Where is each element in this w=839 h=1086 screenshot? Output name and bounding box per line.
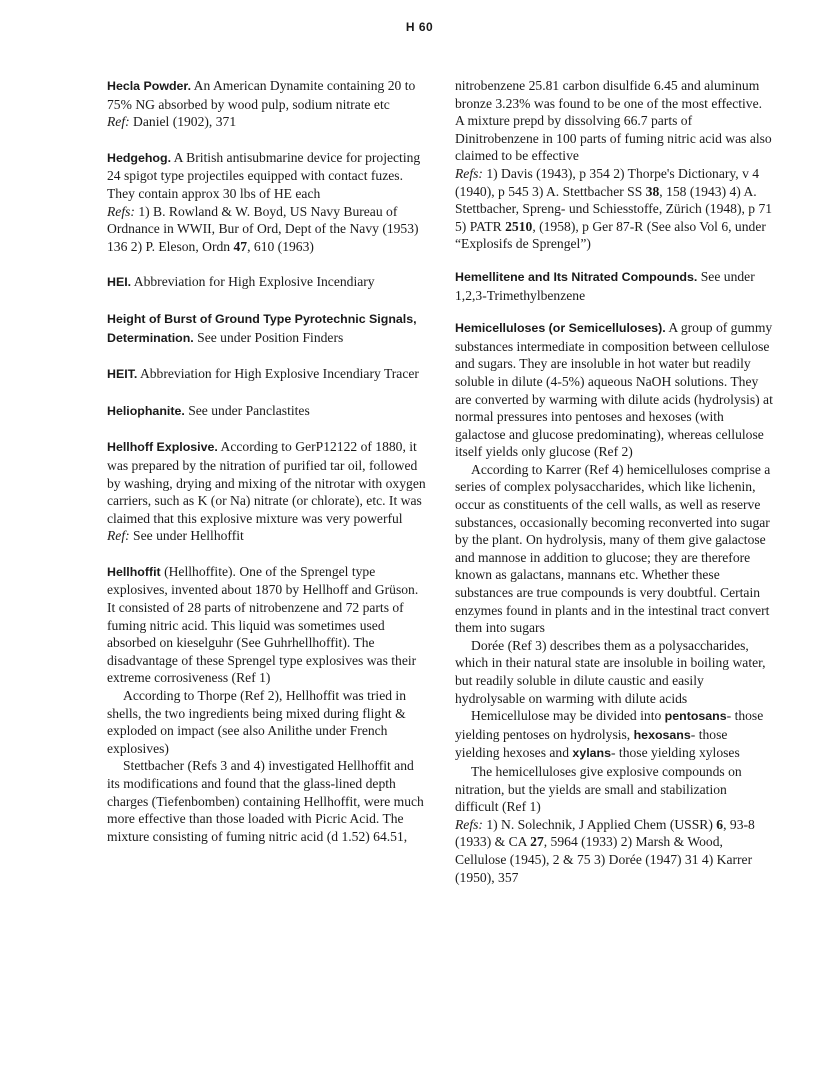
entry-term: Hedgehog.: [107, 150, 172, 165]
entry-hedgehog: [107, 149, 427, 256]
ref-text: 1) Davis (1943), p 354 2) Thorpe's Dictionary, v 4 (1940), p 545 3) A. Stettbacher SS: [455, 165, 760, 199]
ref-text: 1) B. Rowland & W. Boyd, US Navy Bureau of Ordnance in WWII, Bur of Ord, Dept of the Navy (1953) 136 2) P. Eleson, Ordn: [107, 203, 419, 254]
entry-heit: [107, 365, 427, 384]
entry-hei: [107, 273, 427, 292]
entry-term: HEI.: [107, 275, 132, 290]
term-xylans: xylans: [572, 746, 611, 761]
text: - those yielding hexoses and: [455, 726, 728, 761]
entry-hellhoffit-continued: [455, 77, 773, 253]
paragraph: [455, 707, 773, 763]
ref-tail: , 610 (1963): [247, 238, 314, 254]
paragraph: The hemicelluloses give explosive compounds on nitration, but the yields are small and stabilization difficult (Ref 1): [455, 763, 742, 815]
entry-height-of-burst: [107, 310, 427, 347]
paragraph: nitrobenzene 25.81 carbon disulfide 6.45 and aluminum bronze 3.23% was found to be one of the most effective. A mixture prepd by dissolving 66.7 parts of Dinitrobenzene in 100 parts of fuming nitric acid was also claimed to be effective: [455, 78, 772, 164]
entry-body: Abbreviation for High Explosive Incendiary Tracer: [137, 366, 419, 382]
entry-hellhoff-explosive: [107, 438, 427, 545]
ref-label: Ref:: [107, 114, 130, 130]
entry-term: Height of Burst of Ground Type Pyrotechnic Signals, Determination.: [107, 311, 417, 345]
ref-label: Refs:: [107, 203, 135, 219]
entry-body: A group of gummy substances intermediate in composition between cellulose and sugars. They are insoluble in hot water but readily soluble in dilute (4-5%) aqueous NaOH solutions. They are converted by warming with dilute acids (hydrolysis) at normal pressures into pentoses and hexoses (with galactose and glucose predominating), whereas cellulose itself yields only glucose (Ref 2): [455, 320, 773, 460]
entry-term: Hemicelluloses (or Semicelluloses).: [455, 321, 666, 336]
ref-volume: 47: [233, 238, 248, 254]
entry-body: See under Position Finders: [193, 329, 344, 345]
ref-text: , (1958), p Ger 87-R (See also Vol 6, under “Explosifs de Sprengel”): [455, 218, 766, 252]
ref-label: Refs:: [455, 165, 483, 181]
paragraph: According to Karrer (Ref 4) hemicelluloses comprise a series of complex polysaccharides, which like lichenin, occur as constituents of the cell walls, as well as reserve substances, occasionally becoming reconverted into sugar by the plant. On hydrolysis, many of them give galactose and mannose in addition to glucose; they are therefore known as galactans, mannans etc. Whether these substances are true compounds is very doubtful. Certain enzymes found in plants and in the intestinal tract convert them into sugars: [455, 461, 771, 636]
text: - those yielding xyloses: [611, 745, 740, 761]
text: Hemicellulose may be divided into: [471, 708, 665, 724]
entry-hellhoffit: [107, 563, 427, 846]
entry-body: See under 1,2,3-Trimethylbenzene: [455, 268, 755, 303]
paragraph: According to Thorpe (Ref 2), Hellhoffit was tried in shells, the two ingredients being mixed during flight & exploded on impact (see also Anilithe under French explosives): [107, 688, 407, 756]
ref-volume: 2510: [505, 218, 533, 234]
entry-hecla-powder: [107, 77, 427, 131]
ref-volume: 38: [645, 183, 660, 199]
entry-hemellitene: [455, 268, 773, 304]
entry-body: A British antisubmarine device for projecting 24 spigot type projectiles equipped with contact fuzes. They contain approx 30 lbs of HE each: [107, 149, 421, 201]
entry-term: Hellhoff Explosive.: [107, 440, 218, 455]
page-header: H 60: [405, 20, 434, 34]
entry-hemicelluloses: [455, 319, 773, 886]
entry-body: See under Panclastites: [184, 402, 310, 418]
entry-term: Hellhoffit: [107, 564, 161, 579]
entry-term: Hemellitene and Its Nitrated Compounds.: [455, 269, 698, 284]
entry-term: Heliophanite.: [107, 403, 185, 418]
term-pentosans: pentosans: [664, 709, 727, 724]
entry-term: HEIT.: [107, 367, 138, 382]
ref-volume: 27: [530, 834, 544, 850]
entry-body: According to GerP12122 of 1880, it was prepared by the nitration of purified tar oil, followed by washing, drying and mixing of the nitrotar with oxygen carriers, such as K (or Na) nitrate (or chlorate), etc. It was claimed that this explosive mixture was very powerful: [107, 439, 426, 526]
paragraph: Dorée (Ref 3) describes them as a polysaccharides, which in their natural state are insoluble in boiling water, but readily soluble in dilute caustic and easily hydrolysable on warming with dilute acids: [455, 637, 766, 706]
text: - those yielding pentoses on hydrolysis,: [455, 708, 764, 742]
ref-text: See under Hellhoffit: [129, 528, 244, 544]
left-column: [107, 77, 427, 863]
ref-text: , 5964 (1933) 2) Marsh & Wood, Cellulose (1945), 2 & 75 3) Dorée (1947) 31 4) Karrer (1950), 357: [455, 834, 753, 885]
ref-text: Daniel (1902), 371: [129, 114, 237, 130]
ref-volume: 6: [716, 816, 724, 832]
ref-label: Ref:: [107, 528, 130, 544]
ref-text: , 93-8 (1933) & CA: [455, 816, 755, 850]
entry-body: (Hellhoffite). One of the Sprengel type explosives, invented about 1870 by Hellhoff and Grüson. It consisted of 28 parts of nitrobenzene and 72 parts of fuming nitric acid. This liquid was sometimes used absorbed on kieselguhr (See Guhrhellhoffit). The disadvantage of these Sprengel type explosives was their extreme corrosiveness (Ref 1): [107, 563, 419, 686]
entry-body: An American Dynamite containing 20 to 75% NG absorbed by wood pulp, sodium nitrate etc: [107, 78, 416, 112]
entry-heliophanite: [107, 402, 427, 421]
ref-label: Refs:: [455, 816, 483, 832]
ref-text: 1) N. Solechnik, J Applied Chem (USSR): [482, 816, 717, 832]
right-column: [455, 77, 773, 901]
paragraph: Stettbacher (Refs 3 and 4) investigated Hellhoffit and its modifications and found that the glass-lined depth charges (Tiefenbomben) containing Hellhoffit, were much more effective than those loaded with Picric Acid. The mixture consisting of fuming nitric acid (d 1.52) 64.51,: [107, 758, 424, 844]
entry-body: Abbreviation for High Explosive Incendiary: [131, 274, 375, 290]
term-hexosans: hexosans: [633, 727, 691, 742]
ref-text: , 158 (1943) 4) A. Stettbacher, Spreng- und Schiesstoffe, Zürich (1948), p 71 5) PATR: [455, 183, 773, 234]
entry-term: Hecla Powder.: [107, 79, 192, 93]
